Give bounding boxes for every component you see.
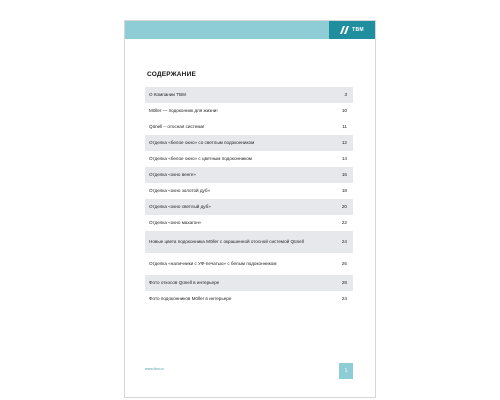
toc-label: Qünell – отосная система! xyxy=(149,124,205,130)
toc-page-number: 16 xyxy=(341,172,347,178)
toc-label: О Компании TBM xyxy=(149,92,186,98)
toc-label: Фото откосов Qünell в интерьере xyxy=(149,280,220,286)
toc-label: Новые цвета подоконника Möller с окрашенной отосной системой Qünell xyxy=(149,239,304,245)
toc-label: Отделка «окно золотой дуб» xyxy=(149,188,211,194)
toc-page-number: 14 xyxy=(341,156,347,162)
toc-page-number: 24 xyxy=(341,239,347,245)
toc-page-number: 24 xyxy=(341,296,347,302)
toc-page-number: 26 xyxy=(341,261,347,267)
toc-row xyxy=(145,183,353,199)
toc-label: Отделка «окно венге» xyxy=(149,172,196,178)
logo-text: TBM xyxy=(352,27,364,33)
toc-row xyxy=(145,291,353,307)
toc-row xyxy=(145,103,353,119)
document-page xyxy=(124,20,376,398)
toc-row xyxy=(145,199,353,215)
toc-page-number: 18 xyxy=(341,188,347,194)
toc-title: СОДЕРЖАНИЕ xyxy=(147,71,196,78)
toc-row xyxy=(145,151,353,167)
toc-label: Отделка «белое окно» со светлым подоконником xyxy=(149,140,255,146)
toc-row xyxy=(145,135,353,151)
toc-label: Отделка «окно махагон» xyxy=(149,220,202,226)
toc-page-number: 12 xyxy=(341,140,347,146)
toc-row xyxy=(145,231,353,253)
toc-row xyxy=(145,119,353,135)
toc-row xyxy=(145,87,353,103)
toc-page-number: 3 xyxy=(344,92,347,98)
toc-page-number: 11 xyxy=(342,124,347,130)
footer-url: www.tbm.ru xyxy=(145,367,164,371)
toc-row xyxy=(145,167,353,183)
toc-list xyxy=(145,87,353,307)
brand-logo xyxy=(329,21,375,39)
toc-page-number: 20 xyxy=(341,204,347,210)
toc-label: Отделка «белое окно» с цветным подоконником xyxy=(149,156,252,162)
toc-row xyxy=(145,275,353,291)
toc-page-number: 22 xyxy=(341,220,347,226)
toc-page-number: 10 xyxy=(341,108,347,114)
toc-page-number: 28 xyxy=(341,280,347,286)
toc-row xyxy=(145,253,353,275)
toc-label: Отделка «окно светлый дуб» xyxy=(149,204,211,210)
toc-label: Фото подоконников Möller в интерьере xyxy=(149,296,232,302)
logo-mark-icon xyxy=(340,26,350,34)
toc-label: Möller — подоконник для жизни! xyxy=(149,108,218,114)
toc-row xyxy=(145,215,353,231)
footer-page-number: 1 xyxy=(339,363,353,379)
toc-label: Отделка «наличники с УФ-печатью» с белым подоконником xyxy=(149,261,277,267)
